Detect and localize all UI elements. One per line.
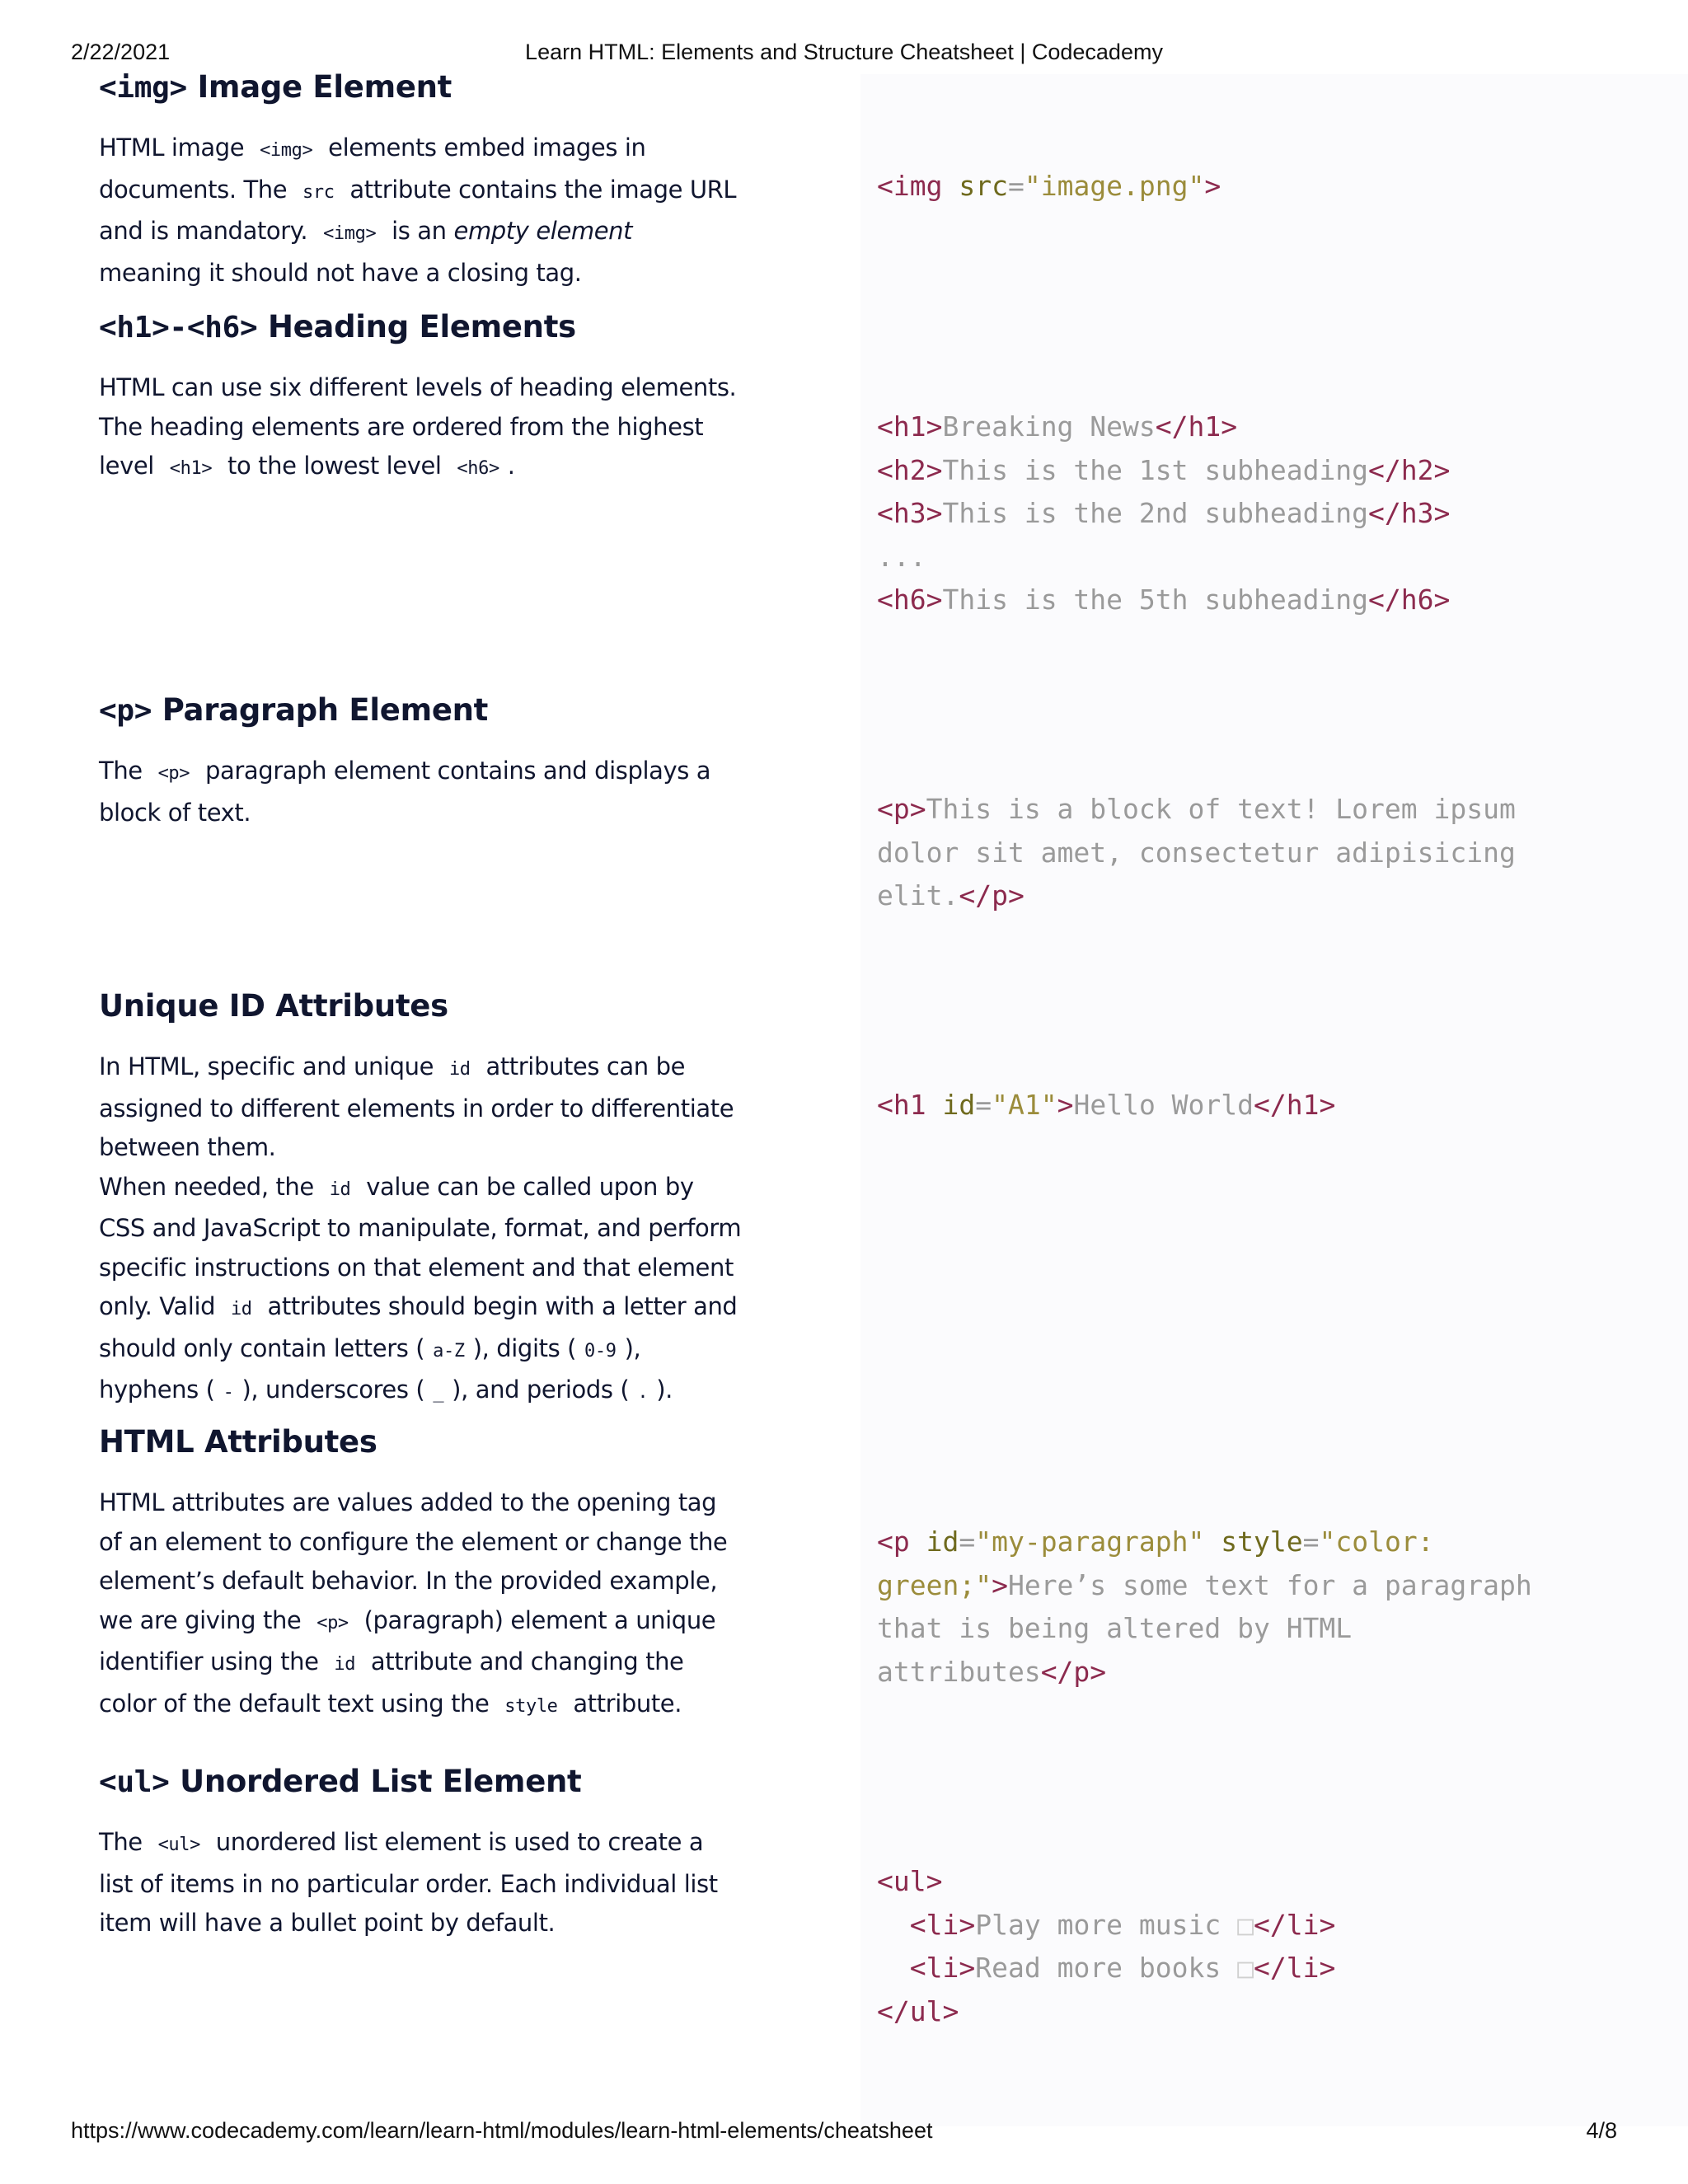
print-url: https://www.codecademy.com/learn/learn-html/modules/learn-html-elements/cheatsheet <box>71 2118 933 2143</box>
inline-code: <p> <box>316 1612 349 1633</box>
print-title: Learn HTML: Elements and Structure Cheatsheet | Codecademy <box>525 40 1163 64</box>
section-desc-ul <box>99 1823 742 1943</box>
desc-text: In HTML, specific and unique <box>99 1052 434 1080</box>
inline-code: 0-9 <box>584 1340 617 1361</box>
title-text: Unique ID Attributes <box>99 988 448 1024</box>
code-example-paragraph: <p>This is a block of text! Lorem ipsum dolor sit amet, consectetur adipisicing elit.</p> <box>877 793 1516 912</box>
desc-text: ). <box>656 1376 673 1404</box>
page-number: 4/8 <box>1586 2118 1617 2143</box>
desc-text: . <box>507 452 515 480</box>
desc-text: ), and periods ( <box>452 1376 630 1404</box>
inline-code: id <box>334 1654 356 1675</box>
inline-code: - <box>223 1382 234 1403</box>
desc-text: HTML can use six different levels of heading elements. The heading elements are ordered from the highest level <box>99 373 737 480</box>
inline-code: <h1> <box>169 458 213 479</box>
desc-text: HTML attributes are values added to the opening tag of an element to configure the element or change the element’s default behavior. In the provided example, we are giving the <box>99 1488 728 1634</box>
desc-text: meaning it should not have a closing tag. <box>99 258 582 287</box>
inline-code: style <box>504 1695 558 1717</box>
inline-code: src <box>302 181 335 203</box>
desc-text: unordered list element is used to create a list of items in no particular order. Each individual list item will have a bullet point by default. <box>99 1828 718 1937</box>
desc-text: (paragraph) element a unique identifier using the <box>99 1605 716 1675</box>
desc-text: The <box>99 757 143 785</box>
title-code: <ul> <box>99 1765 170 1799</box>
section-title-img <box>99 69 452 105</box>
section-title-ul <box>99 1764 581 1799</box>
desc-text: attribute and changing the color of the default text using the <box>99 1647 684 1718</box>
title-text: Image Element <box>197 69 452 105</box>
missing-glyph-icon: □ <box>1237 1908 1254 1941</box>
title-text: Unordered List Element <box>180 1764 582 1799</box>
desc-text: to the lowest level <box>227 452 442 480</box>
inline-code: <ul> <box>157 1835 200 1855</box>
desc-text: attributes should begin with a letter and should only contain letters ( <box>99 1292 738 1362</box>
section-desc-img <box>99 129 742 293</box>
desc-text: is an <box>392 217 447 245</box>
inline-code: . <box>637 1382 649 1403</box>
inline-code: _ <box>433 1382 444 1403</box>
section-desc-headings <box>99 368 742 489</box>
inline-code: <img> <box>323 223 377 244</box>
missing-glyph-icon: □ <box>1237 1952 1254 1984</box>
title-text: Paragraph Element <box>162 692 489 728</box>
desc-text: ), digits ( <box>472 1333 577 1362</box>
desc-text: attribute contains the image URL and is mandatory. <box>99 175 737 245</box>
desc-text: paragraph element contains and displays a block of text. <box>99 757 711 827</box>
desc-text: HTML image <box>99 134 245 162</box>
print-date: 2/22/2021 <box>71 40 171 64</box>
desc-text: elements embed images in documents. The <box>99 134 646 204</box>
inline-code: <h6> <box>457 458 499 479</box>
desc-text: When needed, the <box>99 1172 314 1201</box>
section-title-attributes <box>99 1424 377 1460</box>
section-title-paragraph <box>99 692 488 728</box>
title-text: Heading Elements <box>267 309 576 344</box>
desc-emphasis: empty element <box>453 217 633 245</box>
desc-text: attribute. <box>573 1689 682 1718</box>
section-desc-paragraph <box>99 752 742 832</box>
inline-code: id <box>329 1179 351 1200</box>
title-code: <img> <box>99 71 187 105</box>
desc-text: The <box>99 1828 143 1856</box>
title-code: <h1>-<h6> <box>99 311 258 344</box>
code-example-ul: <ul> <li>Play more music □</li> <li>Read more books □</li> </ul> <box>877 1865 1336 2027</box>
title-text: HTML Attributes <box>99 1424 377 1460</box>
inline-code: id <box>448 1059 471 1080</box>
inline-code: <p> <box>157 763 190 784</box>
title-code: <p> <box>99 694 152 728</box>
section-title-unique-id <box>99 988 448 1024</box>
inline-code: <img> <box>260 140 313 161</box>
desc-text: ), hyphens ( <box>99 1333 641 1404</box>
section-title-headings <box>99 309 576 344</box>
section-desc-attributes <box>99 1483 742 1726</box>
inline-code: id <box>230 1299 252 1319</box>
desc-text: attributes can be assigned to different elements in order to differentiate between them. <box>99 1052 734 1161</box>
desc-text: value can be called upon by CSS and JavaScript to manipulate, format, and perform specific instructions on that element and that element only. Valid <box>99 1172 742 1320</box>
section-desc-unique-id <box>99 1047 742 1413</box>
code-example-headings: <h1>Breaking News</h1> <h2>This is the 1st subheading</h2> <h3>This is the 2nd subheading</h3> ... <h6>This is the 5th subheading</h6> <box>877 410 1451 616</box>
inline-code: a-Z <box>433 1340 465 1361</box>
code-example-attributes: <p id="my-paragraph" style="color: green;">Here’s some text for a paragraph that is being altered by HTML attributes</p> <box>877 1526 1532 1688</box>
code-example-unique-id: <h1 id="A1">Hello World</h1> <box>877 1089 1336 1121</box>
desc-text: ), underscores ( <box>241 1376 425 1404</box>
code-example-img: <img src="image.png"> <box>877 170 1221 202</box>
